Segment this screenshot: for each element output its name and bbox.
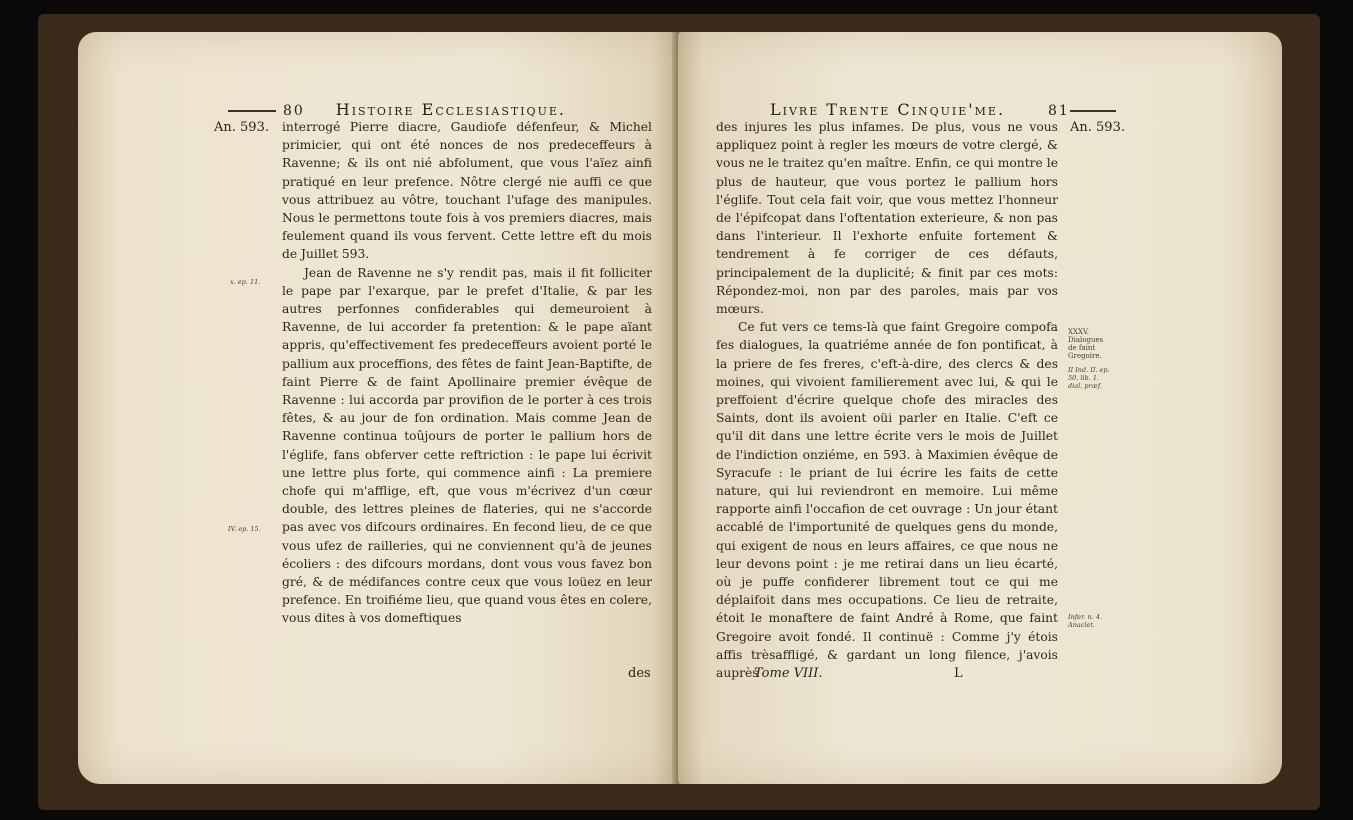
page-number: 81 <box>1047 103 1070 119</box>
signature-mark: L <box>954 666 963 681</box>
right-body-text <box>716 118 1058 682</box>
margin-note: Infer. n. 4. Anaclet. <box>1068 613 1103 629</box>
running-title: Histoire Ecclesiastique. <box>335 100 566 119</box>
right-running-head <box>770 100 1070 119</box>
margin-year: An. 593. <box>1070 120 1125 135</box>
paragraph: interrogé Pierre diacre, Gaudiofe défenfeur, & Michel primicier, qui ont été nonces de nos predeceffeurs à Ravenne; & ils ont nié abfolument, que vous l'aïez ainfi pratiqué en leur prefence. Nôtre clergé nie auffi ce que vous attribuez au vôtre, touchant l'ufage des manipules. Nous le permettons toute fois à vos premiers diacres, mais feulement quand ils vous fervent. Cette lettre eft du mois de Juillet 593. <box>282 120 652 262</box>
right-page <box>678 32 1282 784</box>
page-number: 80 <box>283 103 305 119</box>
left-page <box>78 32 676 784</box>
margin-note: IV. ep. 15. <box>228 525 261 533</box>
margin-rule <box>1070 110 1116 112</box>
left-body-text <box>282 118 652 628</box>
margin-note: II Ind. II. ep. 50. lib. 1. dial. præf. <box>1068 366 1110 390</box>
left-running-head <box>283 100 566 119</box>
margin-year: An. 593. <box>214 120 269 135</box>
volume-footer: Tome VIII. <box>754 666 823 681</box>
paragraph: des injures les plus infames. De plus, vous ne vous appliquez point à regler les mœurs de votre clergé, & vous ne le traitez qu'en maître. Enfin, ce qui montre le plus de hauteur, que vous portez le pallium hors l'églife. Tout cela fait voir, que vous mettez l'honneur de l'épifcopat dans l'oftentation exterieure, & non pas dans l'interieur. Il l'exhorte enfuite fortement & tendrement à fe corriger de ces défauts, principalement de la duplicité; & finit par ces mots: Répondez-moi, non par des paroles, mais par vos mœurs. <box>716 120 1058 317</box>
margin-rule <box>228 110 276 112</box>
margin-note: x. ep. 11. <box>230 278 261 286</box>
catchword: des <box>628 666 651 681</box>
margin-note: XXXV. Dialogues de faint Gregoire. <box>1068 328 1104 360</box>
book-spread <box>38 14 1320 810</box>
running-title: Livre Trente Cinquie'me. <box>770 100 1006 119</box>
paragraph: Jean de Ravenne ne s'y rendit pas, mais il fit folliciter le pape par l'exarque, par le prefet d'Italie, & par les autres perfonnes confiderables qui demeuroient à Ravenne, de lui accorder fa pretention: & le pape aïant appris, qu'effectivement fes predeceffeurs avoient porté le pallium aux proceffions, des fêtes de faint Jean-Baptifte, de faint Pierre & de faint Apollinaire premier évêque de Ravenne : lui accorda par provifion de le porter à ces trois fêtes, & au jour de fon ordination. Mais comme Jean de Ravenne continua toûjours de porter le pallium hors de l'églife, fans obferver cette reftriction : le pape lui écrivit une lettre plus forte, qui commence ainfi : La premiere chofe qui m'afflige, eft, que vous m'écrivez d'un cœur double, des lettres pleines de flateries, qui ne s'accorde pas avec vos difcours ordinaires. En fecond lieu, de ce que vous ufez de railleries, qui ne conviennent qu'à de jeunes écoliers : des difcours mordans, dont vous vous favez bon gré, & de médifances contre ceux que vous loüez en leur prefence. En troifiéme lieu, que quand vous êtes en colere, vous dites à vos domeftiques <box>282 265 652 626</box>
paragraph: Ce fut vers ce tems-là que faint Gregoire compofa fes dialogues, la quatriéme année de fon pontificat, à la priere de fes freres, c'eft-à-dire, des clercs & des moines, qui vivoient familierement avec lui, & qui le preffoient d'écrire quelque chofe des miracles des Saints, dont ils avoient oüi parler en Italie. C'eft ce qu'il dit dans une lettre écrite vers le mois de Juillet de l'indiction onziéme, en 593. à Maximien évêque de Syracufe : le priant de lui écrire les faits de cette nature, qui lui reviendront en memoire. Lui même rapporte ainfi l'occafion de cet ouvrage : Un jour étant accablé de l'importunité de quelques gens du monde, qui exigent de nous en leurs affaires, ce que nous ne leur devons point : je me retirai dans un lieu écarté, où je puffe confiderer librement tout ce qui me déplaifoit dans mes occupations. Ce lieu de retraite, étoit le monaftere de faint André à Rome, que faint Gregoire avoit fondé. Il continuë : Comme j'y étois affis trèsaffligé, & gardant un long filence, j'avois auprès <box>716 320 1058 681</box>
